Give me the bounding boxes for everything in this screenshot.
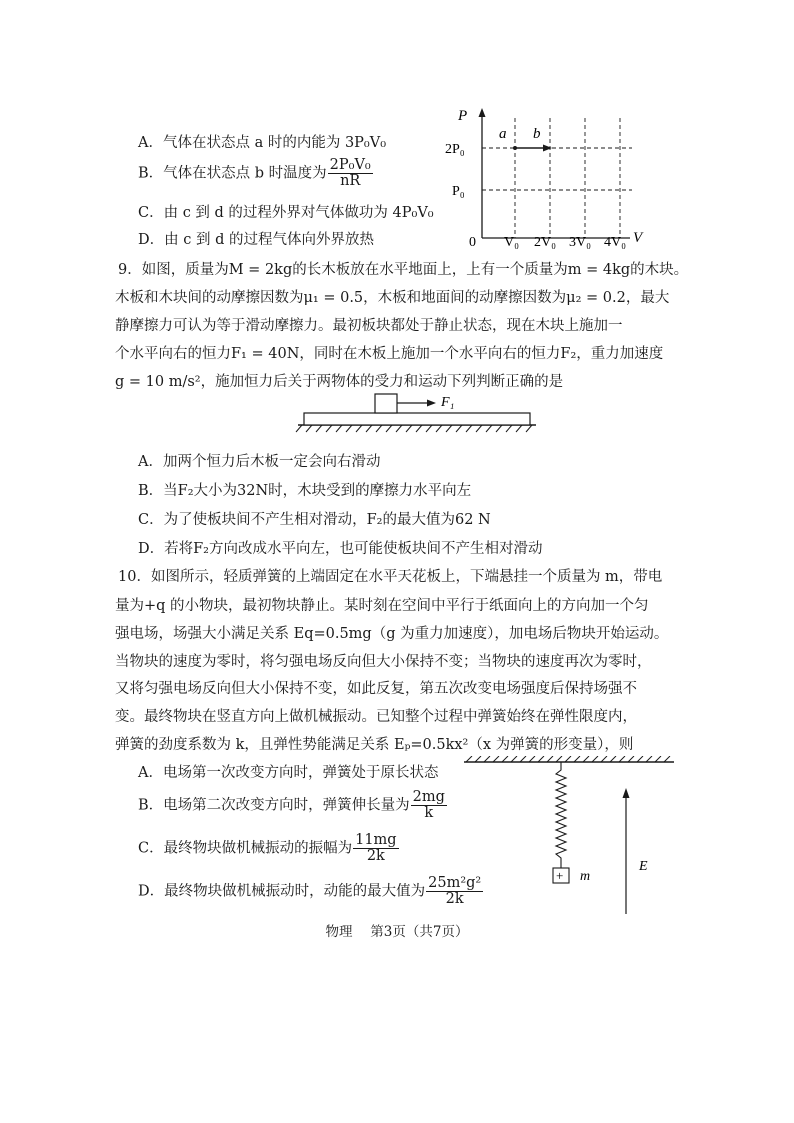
q9-option-d: D．若将F₂方向改成水平向左，也可能使板块间不产生相对滑动 — [138, 541, 543, 557]
point-a-dot — [513, 146, 517, 150]
fraction-numerator: 11mg — [355, 832, 397, 848]
origin-label: 0 — [469, 235, 476, 250]
q9-option-c: C．为了使板块间不产生相对滑动，F₂的最大值为62 N — [138, 512, 491, 528]
q10-option-b-text: B．电场第二次改变方向时，弹簧伸长量为 — [138, 797, 410, 814]
q8-option-c: C．由 c 到 d 的过程外界对气体做功为 4P₀V₀ — [138, 205, 434, 221]
fraction-denominator: 2k — [445, 891, 464, 908]
q10-option-b-fraction — [411, 790, 447, 821]
p-axis-label: P — [458, 108, 468, 124]
q10-line-5: 又将匀强电场反向但大小保持不变，如此反复，第五次改变电场强度后保持场强不 — [115, 681, 637, 697]
q9-option-b: B．当F₂大小为32N时，木块受到的摩擦力水平向左 — [138, 483, 472, 499]
fraction-denominator: nR — [340, 173, 361, 190]
q10-option-c-fraction — [353, 833, 398, 864]
ceiling-hatching — [466, 756, 670, 762]
p-axis-arrow — [479, 108, 486, 117]
fraction-numerator: 2P₀V₀ — [329, 157, 371, 173]
block — [375, 394, 397, 413]
q9-line-4: 个水平向右的恒力F₁ = 40N，同时在木板上施加一个水平向右的恒力F₂，重力加速度 — [115, 346, 664, 362]
q8-option-a: A．气体在状态点 a 时的内能为 3P₀V₀ — [138, 135, 387, 151]
x-tick-3v0: 3V₀ — [569, 235, 591, 250]
fraction-denominator: 2k — [366, 848, 385, 865]
x-tick-2v0: 2V₀ — [534, 235, 556, 250]
field-arrowhead — [623, 788, 630, 798]
q10-line-7: 弹簧的劲度系数为 k，且弹性势能满足关系 Eₚ=0.5kx²（x 为弹簧的形变量），则 — [115, 737, 634, 753]
force-f1-arrowhead — [427, 400, 436, 407]
spring — [556, 762, 566, 868]
q10-line-6: 变。最终物块在竖直方向上做机械振动。已知整个过程中弹簧始终在弹性限度内， — [115, 709, 637, 725]
spring-field-diagram — [458, 756, 678, 918]
q8-option-d: D．由 c 到 d 的过程气体向外界放热 — [138, 232, 374, 248]
board-block-diagram — [292, 388, 542, 436]
q9-line-3: 静摩擦力可认为等于滑动摩擦力。最初板块都处于静止状态，现在木块上施加一 — [115, 318, 623, 334]
force-f1-label: F₁ — [441, 395, 455, 410]
q10-option-c — [138, 833, 399, 864]
q10-line-1: 10．如图所示，轻质弹簧的上端固定在水平天花板上，下端悬挂一个质量为 m，带电 — [118, 569, 663, 585]
q10-option-d-text: D．最终物块做机械振动时，动能的最大值为 — [138, 883, 426, 900]
q9-line-5: g = 10 m/s²，施加恒力后关于两物体的受力和运动下列判断正确的是 — [115, 374, 564, 390]
point-a-label: a — [499, 126, 507, 142]
point-b-label: b — [533, 126, 541, 142]
q10-option-d — [138, 876, 483, 907]
q8-option-b-fraction — [328, 158, 373, 189]
v-axis-label: V — [633, 230, 643, 246]
q10-line-2: 量为+q 的小物块，最初物块静止。某时刻在空间中平行于纸面向上的方向加一个匀 — [115, 598, 649, 614]
q10-option-b — [138, 790, 447, 821]
plus-charge-symbol: + — [556, 868, 564, 883]
q10-line-4: 当物块的速度为零时，将匀强电场反向但大小保持不变；当物块的速度再次为零时， — [115, 654, 652, 670]
q10-option-a: A．电场第一次改变方向时，弹簧处于原长状态 — [138, 765, 439, 781]
y-tick-2p0: 2P₀ — [445, 142, 465, 157]
mass-label: m — [580, 869, 591, 884]
fraction-numerator: 2mg — [412, 789, 445, 805]
q10-line-3: 强电场，场强大小满足关系 Eq=0.5mg（g 为重力加速度），加电场后物块开始运动。 — [115, 626, 669, 642]
ground-hatching — [296, 425, 532, 432]
y-tick-p0: P₀ — [452, 184, 465, 199]
q9-line-2: 木板和木块间的动摩擦因数为μ₁ = 0.5，木板和地面间的动摩擦因数为μ₂ = 0.2，最大 — [115, 290, 670, 306]
field-label: E — [639, 859, 648, 874]
q8-option-b — [138, 158, 373, 189]
q8-option-b-text: B．气体在状态点 b 时温度为 — [138, 165, 327, 182]
page-footer: 物理 第3页（共7页） — [325, 924, 469, 940]
q9-option-a: A．加两个恒力后木板一定会向右滑动 — [138, 454, 381, 470]
long-board — [304, 413, 530, 425]
process-ab-arrowhead — [543, 145, 552, 152]
x-tick-4v0: 4V₀ — [604, 235, 626, 250]
q10-option-c-text: C．最终物块做机械振动的振幅为 — [138, 840, 353, 857]
q9-line-1: 9．如图，质量为M = 2kg的长木板放在水平地面上，上有一个质量为m = 4kg的木块。 — [118, 262, 689, 278]
fraction-denominator: k — [424, 805, 434, 822]
fraction-numerator: 25m²g² — [428, 875, 482, 891]
x-tick-v0: V₀ — [504, 235, 519, 250]
pv-graph — [440, 100, 650, 252]
